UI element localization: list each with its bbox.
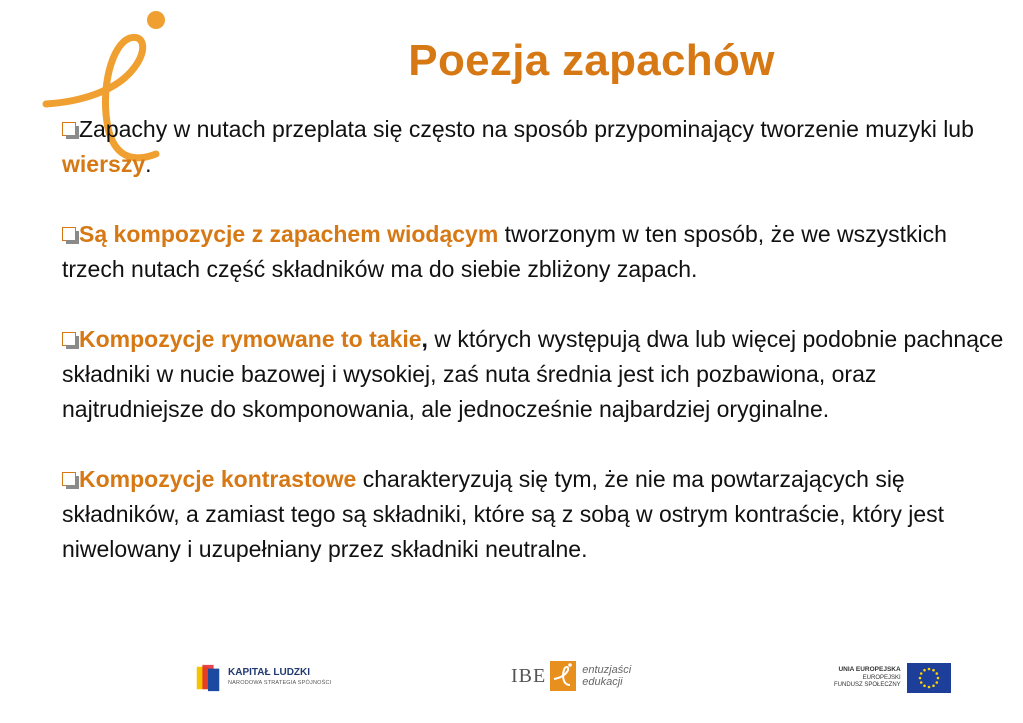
page-title: Poezja zapachów — [408, 36, 775, 85]
paragraph-4-text: charakteryzują się tym, że nie ma powtarzających się składników, a zamiast tego są składniki, które są z sobą w ostrym kontraście, który jest niwelowany i uzupełniany przez składniki neutralne. — [62, 466, 945, 562]
checkbox-bullet-icon — [62, 227, 76, 241]
paragraph-4-lead: Kompozycje kontrastowe — [79, 466, 357, 492]
content-body — [62, 112, 1007, 602]
eu-flag-icon — [907, 663, 951, 693]
ibe-sub-line1: entuzjaści — [582, 664, 632, 676]
ibe-sub-line2: edukacji — [582, 676, 623, 688]
kapital-ludzki-flag-icon — [194, 663, 222, 693]
paragraph-1-highlight: wierszy — [62, 151, 146, 177]
eu-line2: EUROPEJSKI — [862, 674, 901, 681]
kapital-ludzki-title: KAPITAŁ LUDZKI — [228, 667, 311, 678]
paragraph-3-text: w których występują dwa lub więcej podobnie pachnące składniki w nucie bazowej i wysokiej, zaś nuta średnia jest ich pozbawiona, oraz najtrudniejsze do skomponowania, ale jednocześnie najbardziej oryginalne. — [62, 326, 1004, 422]
paragraph-3-lead: Kompozycje rymowane to takie — [79, 326, 422, 352]
paragraph-2 — [62, 217, 1007, 287]
ibe-label: IBE — [511, 664, 547, 687]
paragraph-1-tail: . — [145, 151, 152, 177]
kapital-ludzki-logo — [194, 663, 331, 693]
checkbox-bullet-icon — [62, 332, 76, 346]
eu-line1: UNIA EUROPEJSKA — [838, 666, 901, 674]
eu-logo — [834, 663, 951, 693]
paragraph-1-text: Zapachy w nutach przeplata się często na sposób przypominający tworzenie muzyki lub — [79, 116, 974, 142]
checkbox-bullet-icon — [62, 122, 76, 136]
checkbox-bullet-icon — [62, 472, 76, 486]
kapital-ludzki-subtitle: NARODOWA STRATEGIA SPÓJNOŚCI — [228, 680, 332, 686]
paragraph-3-lead-comma: , — [421, 326, 428, 352]
footer-logos — [0, 655, 1023, 723]
paragraph-1 — [62, 112, 1007, 182]
ibe-e-icon — [550, 661, 576, 691]
eu-line3: FUNDUSZ SPOŁECZNY — [834, 682, 901, 689]
paragraph-2-lead: Są kompozycje z zapachem wiodącym — [79, 221, 499, 247]
paragraph-4 — [62, 462, 1007, 567]
ibe-logo — [511, 661, 631, 691]
paragraph-2-text: tworzonym w ten sposób, że we wszystkich trzech nutach część składników ma do siebie zbliżony zapach. — [62, 221, 947, 282]
paragraph-3 — [62, 322, 1007, 427]
